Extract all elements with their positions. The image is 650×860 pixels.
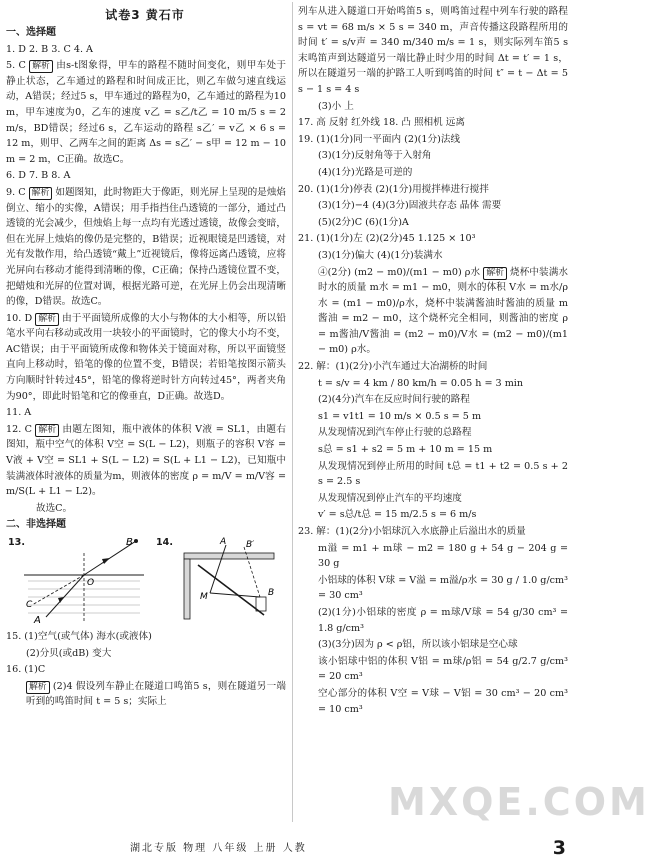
answer-number: 5. C: [6, 60, 26, 72]
answer-22-5: 从发现情况到汽车停止行驶的总路程: [318, 427, 472, 439]
svg-text:M: M: [200, 592, 208, 602]
answer-16-cont: 列车从进入隧道口开始鸣笛5 s，则鸣笛过程中列车行驶的路程 s = vt = 68 m/s × 5 s = 340 m，声音传播这段路程所用的时间 t′ = s/v声 = 340 m/340 m/s = 1 s，则实际列车笛5 s末鸣笛声到达隧道另一端比静止时少用的时间 Δt = t′ = 1 s，所以在隧道另一端的护路工人听到鸣笛的时间 t″ = t − Δt = 5 s − 1 s = 4 s: [298, 6, 568, 95]
answer-12-conclusion: 故选C。: [36, 502, 73, 514]
page-footer: [0, 838, 574, 860]
answer-22-4: s1 = v1t1 = 10 m/s × 0.5 s = 5 m: [318, 410, 482, 422]
answer-23-7: 空心部分的体积 V空 = V球 − V铝 = 30 cm³ − 20 cm³ = 10 cm³: [318, 687, 568, 715]
answer-15-2: (2)分贝(或dB) 变大: [26, 647, 112, 659]
answer-23-4: (2)(1分)小铝球的密度 ρ = m球/V球 = 54 g/30 cm³ = 1.8 g/cm³: [318, 606, 568, 634]
page-title: 试卷3 黄石市: [105, 8, 185, 22]
answer-20-2: (3)(1分)−4 (4)(3分)固液共存态 晶体 需要: [318, 200, 502, 212]
answer-21-1: 21. (1)(1分)左 (2)(2分)45 1.125 × 10³: [298, 233, 476, 245]
answer-22-8: 从发现情况到停止汽车的平均速度: [318, 492, 462, 504]
answer-23-6: 该小铝球中铝的体积 V铝 = m球/ρ铝 = 54 g/2.7 g/cm³ = 20 cm³: [318, 655, 568, 683]
answer-22-6: s总 = s1 + s2 = 5 m + 10 m = 15 m: [318, 444, 493, 456]
answer-16-2: [6, 679, 286, 710]
analysis-tag: 解析: [29, 187, 53, 200]
answer-text: (2)4 假设列车静止在隧道口鸣笛5 s，则在隧道另一端听到的鸣笛时间 t = 5 s；实际上: [26, 680, 286, 708]
analysis-tag: 解析: [26, 681, 50, 694]
answer-22-1: 22. 解：(1)(2分)小汽车通过大冶湖桥的时间: [298, 361, 488, 373]
figure-14-mirror-diagram: [174, 535, 282, 625]
answer-12: [6, 422, 286, 500]
answer-text: 烧杯中装满水时水的质量 m水 = m1 − m0，则水的体积 V水 = m水/ρ水 = (m1 − m0)/ρ水，烧杯中装满酱油时酱油的质量 m酱油 = m2 − m0，这个烧杯完全相同，则酱油的密度 ρ = m酱油/V酱油 = (m2 − m0)/V水 = (m2 − m0)/(m1 − m0) ρ水。: [318, 266, 568, 356]
answer-23-5: (3)(3分)因为 ρ < ρ铝，所以该小铝球是空心球: [318, 639, 518, 651]
answer-20-3: (5)(2分)C (6)(1分)A: [318, 216, 409, 228]
answer-22-9: v′ = s总/t总 = 15 m/2.5 s = 6 m/s: [318, 509, 477, 521]
right-column: [298, 4, 568, 718]
figures-13-14: [6, 535, 286, 627]
answer-19-3: (4)(1分)光路是可逆的: [318, 166, 413, 178]
column-divider: [292, 2, 293, 822]
answer-text: 由题左图知，瓶中液体的体积 V液 = SL1，由题右图知，瓶中空气的体积 V空 = S(L − L2)，则瓶子的容积 V容 = V液 + V空 = SL1 + S(L − L2) = S(L + L1 − L2)，已知瓶中装满液体时液体的质量为m，则液体的密度 ρ = m/V = m/V容 = m/S(L + L1 − L2)。: [6, 423, 286, 498]
svg-text:B: B: [126, 537, 133, 548]
answer-16-3: (3)小 上: [318, 100, 354, 112]
footer-book-info: 湖北专版 物理 八年级 上册 人教: [130, 843, 307, 854]
left-column: [6, 24, 286, 711]
answer-20-1: 20. (1)(1分)停表 (2)(1分)用搅拌棒进行搅拌: [298, 183, 489, 195]
figure-13-refraction-diagram: [24, 535, 144, 625]
answer-9: [6, 185, 286, 310]
svg-text:B: B: [268, 588, 275, 598]
answer-22-7: 从发现情况到停止所用的时间 t总 = t1 + t2 = 0.5 s + 2 s = 2.5 s: [318, 460, 568, 488]
answer-17-18: 17. 高 反射 红外线 18. 凸 照相机 远离: [298, 117, 465, 129]
figure-13-label: 13.: [8, 537, 25, 548]
analysis-tag: 解析: [35, 424, 59, 437]
answer-19-1: 19. (1)(1分)同一平面内 (2)(1分)法线: [298, 133, 461, 145]
answer-number: 10. D: [6, 312, 33, 324]
answer-1-4: 1. D 2. B 3. C 4. A: [6, 43, 93, 55]
section-heading-nonchoice: 二、非选择题: [6, 519, 66, 531]
answer-21-3: [298, 265, 568, 359]
answer-23-1: 23. 解：(1)(2分)小铝球沉入水底静止后溢出水的质量: [298, 526, 526, 537]
answer-formula: ④(2分) (m2 − m0)/(m1 − m0) ρ水: [318, 266, 481, 278]
answer-16-1: 16. (1)C: [6, 664, 46, 676]
answer-text: 由于平面镜所成像的大小与物体的大小相等，所以铅笔水平向右移动或改用一块较小的平面镜时，它的像大小均不变，AC错误；由于平面镜所成像和物体关于镜面对称，所以平面镜竖直向上移动时，铅笔的像的位置不变，B错误；若铅笔按图示箭头方向顺时针转过45°，铅笔的像将逆时针方向转过45°，两者夹角为90°，即此时铅笔和它的像垂直，D正确。故选D。: [6, 312, 287, 402]
answer-6-8: 6. D 7. B 8. A: [6, 170, 71, 182]
answer-text: 如题图知，此时物距大于像距，则光屏上呈现的是烛焰倒立、缩小的实像，A错误；用手指挡住凸透镜的一部分，通过凸透镜的光会减少，但烛焰上每一点均有光透过透镜，故像会变暗，但在光屏上烛焰的像仍是完整的，B错误；近视眼镜是凹透镜，对光有发散作用，给凸透镜“戴上”近视镜后，像将远离凸透镜，应将光屏向右移动才能得到清晰的像，C正确；保持凸透镜位置不变，把蜡烛和光屏的位置对调，根据光路可逆，在光屏上仍会出现清晰的像，D错误。故选C。: [6, 186, 286, 308]
answer-11: 11. A: [6, 407, 32, 419]
answer-22-3: (2)(4分)汽车在反应时间行驶的路程: [318, 394, 470, 406]
analysis-tag: 解析: [483, 267, 507, 280]
svg-text:B′: B′: [246, 540, 255, 550]
figure-14-label: 14.: [156, 537, 173, 548]
analysis-tag: 解析: [29, 60, 53, 73]
answer-21-2: (3)(1分)偏大 (4)(1分)装满水: [318, 249, 443, 261]
svg-text:C: C: [26, 600, 33, 610]
answer-10: [6, 311, 286, 405]
answer-number: 12. C: [6, 423, 32, 435]
answer-19-2: (3)(1分)反射角等于入射角: [318, 150, 432, 162]
answer-text: 由s-t图象得，甲车的路程不随时间变化，则甲车处于静止状态，乙车通过的路程和时间成正比，则乙车做匀速直线运动，A错误；经过5 s，甲车通过的路程为0，乙车通过的路程为10 m，甲车速度为0，乙车的速度 v乙 = s乙/t乙 = 10 m/5 s = 2 m/s，BD错误；经过6 s，乙车运动的路程 s乙′ = v乙 × 6 s = 12 m，则甲、乙两车之间的距离 Δs = s乙′ − s甲 = 12 m − 10 m = 2 m，C正确。故选C。: [6, 60, 286, 165]
svg-text:A: A: [220, 537, 227, 547]
svg-text:A: A: [34, 615, 41, 626]
section-heading-choice: 一、选择题: [6, 27, 56, 38]
answer-23-2: m溢 = m1 + m球 − m2 = 180 g + 54 g − 204 g = 30 g: [318, 542, 568, 570]
answer-23-3: 小铝球的体积 V球 = V溢 = m溢/ρ水 = 30 g / 1.0 g/cm³ = 30 cm³: [318, 574, 568, 602]
answer-5: [6, 58, 286, 167]
answer-22-2: t = s/v = 4 km / 80 km/h = 0.05 h = 3 min: [318, 377, 524, 389]
svg-text:O: O: [87, 578, 95, 588]
analysis-tag: 解析: [35, 313, 59, 326]
watermark: MXQE.COM: [388, 780, 650, 824]
page-number: 3: [552, 837, 566, 859]
answer-15-1: 15. (1)空气(或气体) 海水(或液体): [6, 631, 152, 642]
answer-number: 9. C: [6, 186, 26, 198]
